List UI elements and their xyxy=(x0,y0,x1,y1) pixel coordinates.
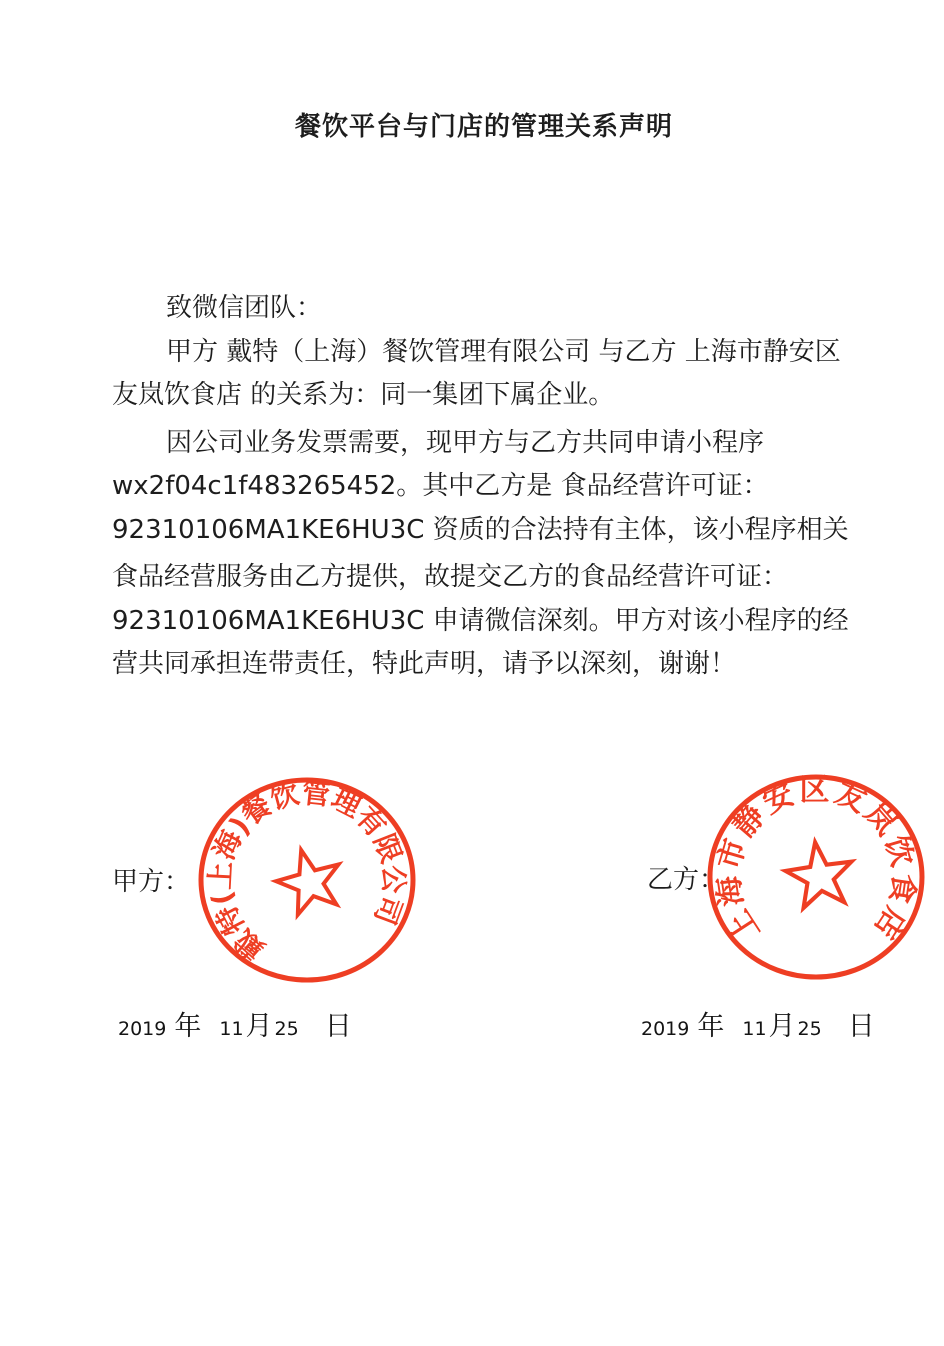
month-value: 11 xyxy=(219,1018,244,1040)
year-unit: 年 xyxy=(174,1011,202,1042)
document-body xyxy=(112,287,849,687)
seal-text: 戴特(上海)餐饮管理有限公司 xyxy=(203,776,411,967)
day-value: 25 xyxy=(274,1018,299,1040)
body-line: 甲方 戴特（上海）餐饮管理有限公司 与乙方 上海市静安区 xyxy=(166,336,841,367)
body-line: 食品经营服务由乙方提供，故提交乙方的食品经营许可证： xyxy=(112,562,789,592)
year-value: 2019 xyxy=(118,1018,167,1040)
month-unit: 月 xyxy=(245,1011,273,1042)
body-line: 致微信团队： xyxy=(166,293,323,323)
body-line: 营共同承担连带责任，特此声明，请予以深刻，谢谢！ xyxy=(112,649,737,679)
month-unit: 月 xyxy=(768,1011,796,1042)
seal-text: 上海市静安区友岚饮食店 xyxy=(710,772,922,948)
day-unit: 日 xyxy=(324,1011,352,1042)
day-unit: 日 xyxy=(847,1011,875,1042)
party-b-label: 乙方： xyxy=(647,865,726,895)
party-b-seal-stamp xyxy=(696,757,936,997)
party-a-label: 甲方： xyxy=(112,867,191,897)
page-title: 餐饮平台与门店的管理关系声明 xyxy=(294,112,673,142)
day-value: 25 xyxy=(797,1018,822,1040)
party-b-date xyxy=(641,1004,875,1043)
party-a-seal-stamp xyxy=(187,760,427,1000)
body-line: 因公司业务发票需要，现甲方与乙方共同申请小程序 xyxy=(166,427,765,458)
body-line: 92310106MA1KE6HU3C 申请微信深刻。甲方对该小程序的经 xyxy=(112,605,849,636)
year-value: 2019 xyxy=(641,1018,690,1040)
month-value: 11 xyxy=(742,1018,767,1040)
body-line: 92310106MA1KE6HU3C 资质的合法持有主体，该小程序相关 xyxy=(112,514,849,545)
body-line: wx2f04c1f483265452。其中乙方是 食品经营许可证： xyxy=(112,471,769,501)
star-icon xyxy=(270,842,348,918)
year-unit: 年 xyxy=(697,1011,725,1042)
body-line: 友岚饮食店 的关系为：同一集团下属企业。 xyxy=(112,380,615,410)
party-a-date xyxy=(118,1004,352,1043)
star-icon xyxy=(782,838,857,910)
